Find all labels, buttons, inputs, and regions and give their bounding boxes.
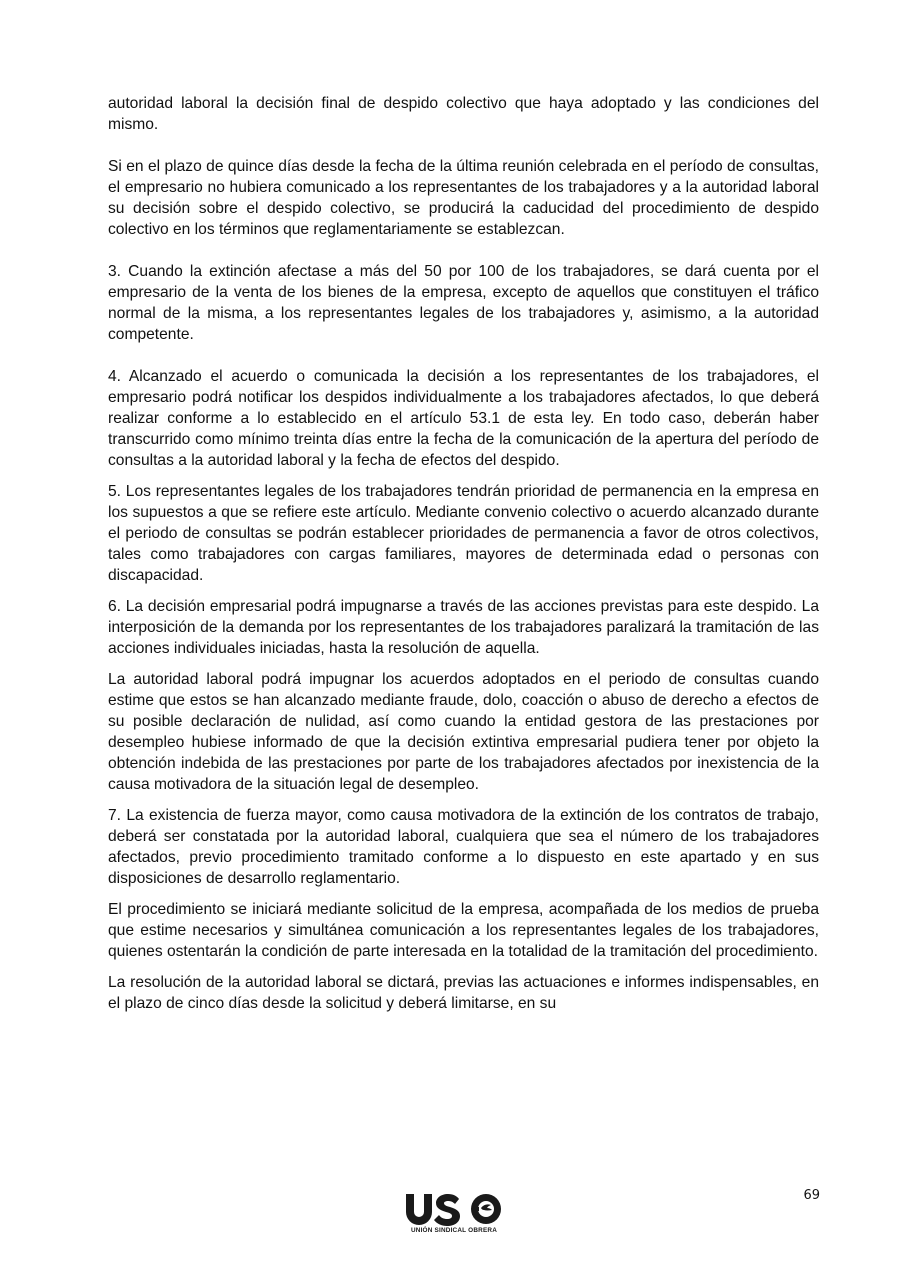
paragraph-1: autoridad laboral la decisión final de despido colectivo que haya adoptado y las condiciones del mismo. [108,95,819,133]
paragraph-8: 7. La existencia de fuerza mayor, como causa motivadora de la extinción de los contratos de trabajo, deberá ser constatada por la autoridad laboral, cualquiera que sea el número de los trabajadores afectados, previo procedimiento tramitado conforme a lo dispuesto en este apartado y en sus disposiciones de desarrollo reglamentario. [108,807,819,887]
page-number: 69 [803,1188,820,1203]
paragraph-3: 3. Cuando la extinción afectase a más del 50 por 100 de los trabajadores, se dará cuenta por el empresario de la venta de los bienes de la empresa, excepto de aquellos que constituyen el tráfico normal de la misma, a los representantes legales de los trabajadores y, asimismo, a la autoridad competente. [108,263,819,343]
uso-logo [404,1190,504,1238]
uso-logo-subtitle: UNIÓN SINDICAL OBRERA [410,1227,498,1234]
paragraph-5: 5. Los representantes legales de los trabajadores tendrán prioridad de permanencia en la empresa en los supuestos a que se refiere este artículo. Mediante convenio colectivo o acuerdo alcanzado durante el periodo de consultas se podrán establecer prioridades de permanencia a favor de otros colectivos, tales como trabajadores con cargas familiares, mayores de determinada edad o personas con discapacidad. [108,483,819,584]
paragraph-2: Si en el plazo de quince días desde la fecha de la última reunión celebrada en el período de consultas, el empresario no hubiera comunicado a los representantes de los trabajadores y a la autoridad laboral su decisión sobre el despido colectivo, se producirá la caducidad del procedimiento de despido colectivo en los términos que reglamentariamente se establezcan. [108,158,819,238]
paragraph-7: La autoridad laboral podrá impugnar los acuerdos adoptados en el periodo de consultas cuando estime que estos se han alcanzado mediante fraude, dolo, coacción o abuso de derecho a efectos de su posible declaración de nulidad, así como cuando la entidad gestora de las prestaciones por desempleo hubiese informado de que la decisión extintiva empresarial pudiera tener por objeto la obtención indebida de las prestaciones por parte de los trabajadores afectados por inexistencia de la causa motivadora de la situación legal de desempleo. [108,671,819,793]
paragraph-6: 6. La decisión empresarial podrá impugnarse a través de las acciones previstas para este despido. La interposición de la demanda por los representantes de los trabajadores paralizará la tramitación de las acciones individuales iniciadas, hasta la resolución de aquella. [108,598,819,657]
paragraph-9: El procedimiento se iniciará mediante solicitud de la empresa, acompañada de los medios de prueba que estime necesarios y simultánea comunicación a los representantes legales de los trabajadores, quienes ostentarán la condición de parte interesada en la totalidad de la tramitación del procedimiento. [108,901,819,960]
paragraph-10: La resolución de la autoridad laboral se dictará, previas las actuaciones e informes indispensables, en el plazo de cinco días desde la solicitud y deberá limitarse, en su [108,974,819,1012]
document-body [108,93,819,1014]
paragraph-4: 4. Alcanzado el acuerdo o comunicada la decisión a los representantes de los trabajadores, el empresario podrá notificar los despidos individualmente a los trabajadores afectados, lo que deberá realizar conforme a lo establecido en el artículo 53.1 de esta ley. En todo caso, deberán haber transcurrido como mínimo treinta días entre la fecha de la comunicación de la apertura del período de consultas a la autoridad laboral y la fecha de efectos del despido. [108,368,819,469]
